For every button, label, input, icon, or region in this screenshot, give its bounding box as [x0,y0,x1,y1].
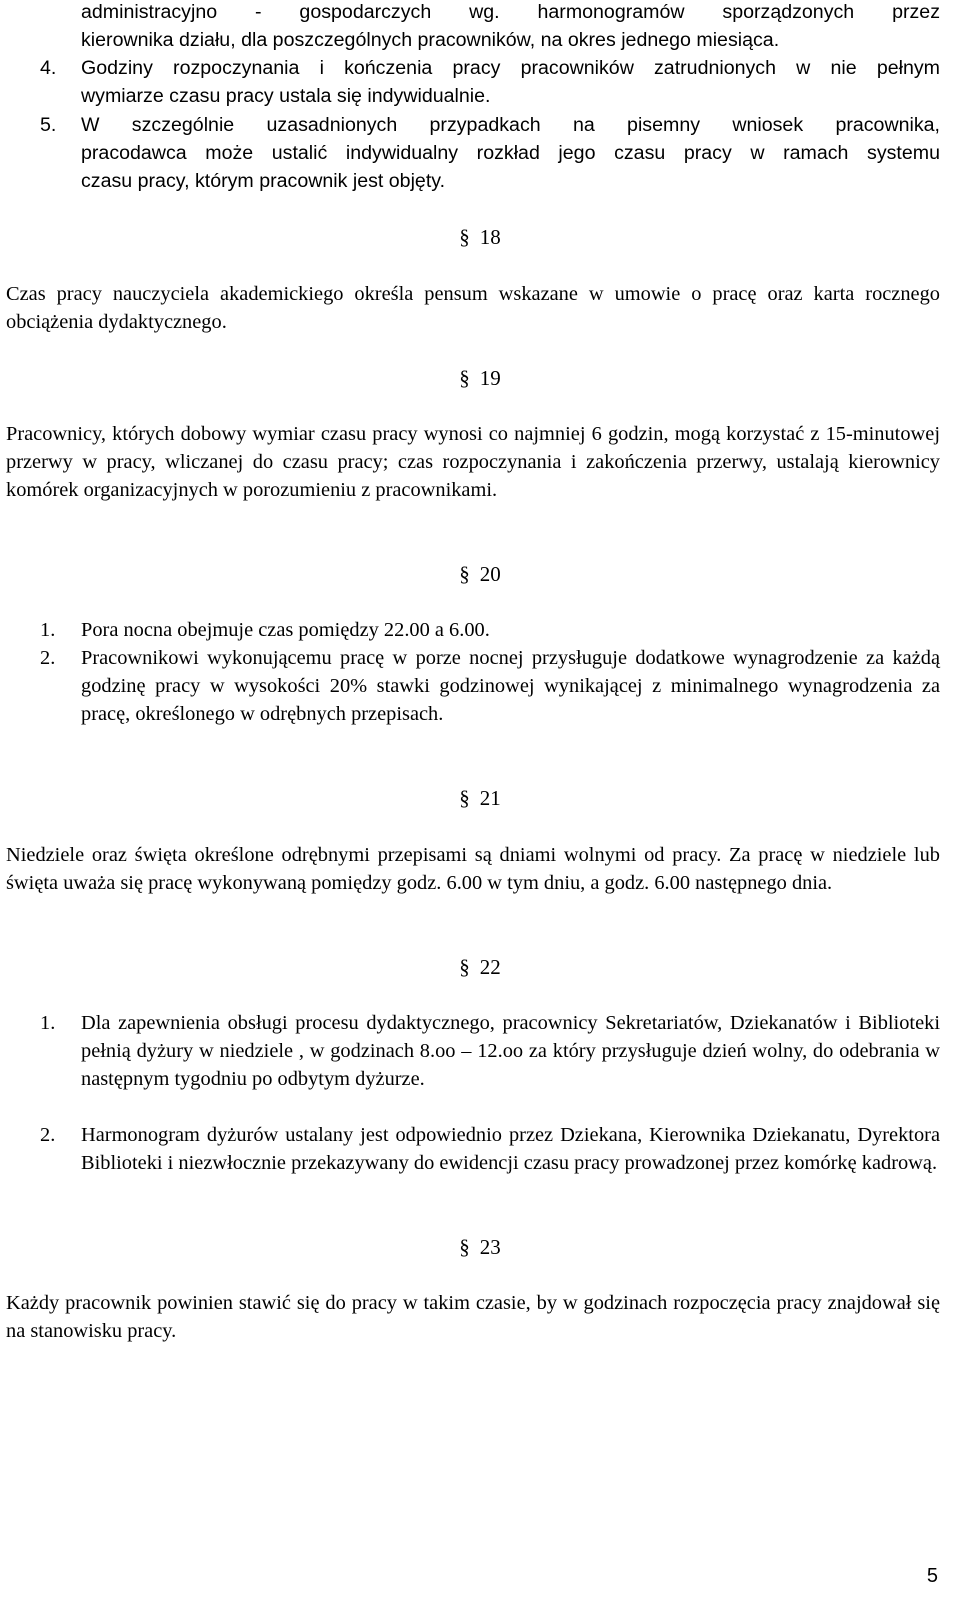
section-heading-23 [0,1233,960,1261]
section-number: 21 [479,786,501,810]
list-item-text: Harmonogram dyżurów ustalany jest odpowiednio przez Dziekana, Kierownika Dziekanatu, Dyrektora Biblioteki i niezwłocznie przekazywany do ewidencji czasu pracy prowadzonej przez komórkę kadrową. [81,1124,940,1175]
list-item-4-line-1: Godziny rozpoczynania i kończenia pracy pracowników zatrudnionych w nie pełnym [81,57,940,79]
section-mark: § [459,786,470,810]
section-mark: § [459,955,470,979]
list-item-number: 1. [40,619,56,641]
section-mark: § [459,225,470,249]
list-item-number: 2. [40,1124,56,1146]
section-number: 23 [479,1235,501,1259]
page-number: 5 [926,1565,938,1587]
section-number: 19 [479,366,501,390]
list-item-5-line-2: pracodawca może ustalić indywidualny rozkład jego czasu pracy w ramach systemu [81,142,940,164]
section-heading-18 [0,223,960,251]
list-item-4-line-2: wymiarze czasu pracy ustala się indywidualnie. [81,85,491,107]
list-item-5-line-3: czasu pracy, którym pracownik jest objęty. [81,170,446,192]
list-item-number: 4. [40,57,57,79]
section-mark: § [459,562,470,586]
section-mark: § [459,1235,470,1259]
section-19-paragraph: Pracownicy, których dobowy wymiar czasu pracy wynosi co najmniej 6 godzin, mogą korzystać z 15-minutowej przerwy w pracy, wliczanej do czasu pracy; czas rozpoczynania i zakończenia przerwy, ustalają kierownicy komórek organizacyjnych w porozumieniu z pracownikami. [6,423,940,502]
list-item-text: Pracownikowi wykonującemu pracę w porze nocnej przysługuje dodatkowe wynagrodzenie za każdą godzinę pracy w wysokości 20% stawki godzinowej wynikającej z minimalnego wynagrodzenia za pracę, określonego w odrębnych przepisach. [81,647,940,726]
list-item-number: 1. [40,1012,56,1034]
list-item-text: Pora nocna obejmuje czas pomiędzy 22.00 a 6.00. [81,619,490,641]
section-heading-19 [0,364,960,392]
section-number: 18 [479,225,501,249]
section-mark: § [459,366,470,390]
continuation-line-1: administracyjno - gospodarczych wg. harmonogramów sporządzonych przez [81,1,940,23]
section-23-paragraph: Każdy pracownik powinien stawić się do pracy w takim czasie, by w godzinach rozpoczęcia pracy znajdował się na stanowisku pracy. [6,1292,940,1343]
list-item-number: 2. [40,647,56,669]
section-21-paragraph: Niedziele oraz święta określone odrębnymi przepisami są dniami wolnymi od pracy. Za pracę w niedziele lub święta uważa się pracę wykonywaną pomiędzy godz. 6.00 w tym dniu, a godz. 6.00 następnego dnia. [6,844,940,895]
list-item-text: Dla zapewnienia obsługi procesu dydaktycznego, pracownicy Sekretariatów, Dziekanatów i Biblioteki pełnią dyżury w niedziele , w godzinach 8.oo – 12.oo za który przysługuje dzień wolny, do odebrania w następnym tygodniu po odbytym dyżurze. [81,1012,940,1091]
continuation-line-2: kierownika działu, dla poszczególnych pracowników, na okres jednego miesiąca. [81,29,780,51]
section-heading-21 [0,784,960,812]
section-heading-20 [0,560,960,588]
section-heading-22 [0,953,960,981]
section-18-paragraph: Czas pracy nauczyciela akademickiego określa pensum wskazane w umowie o pracę oraz karta rocznego obciążenia dydaktycznego. [6,283,940,334]
section-number: 20 [479,562,501,586]
list-item-5-line-1: W szczególnie uzasadnionych przypadkach na pisemny wniosek pracownika, [81,114,940,136]
list-item-number: 5. [40,114,57,136]
section-number: 22 [479,955,501,979]
